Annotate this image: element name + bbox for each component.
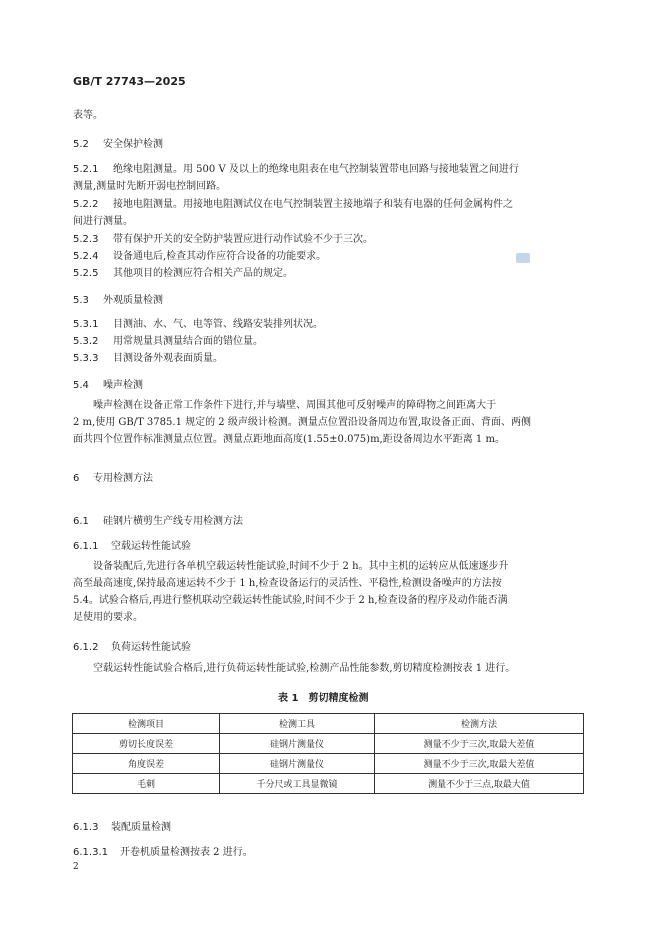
paragraph-line: 设备装配后,先进行各单机空载运转性能试验,时间不少于 2 h。其中主机的运转应从低速逐步升 xyxy=(93,561,509,572)
table-cell: 硅钢片测量仪 xyxy=(220,754,375,774)
table-cell: 测量不少于三次,取最大差值 xyxy=(375,734,584,754)
paragraph-line: 2 m,使用 GB/T 3785.1 规定的 2 级声级计检测。测量点位置沿设备周边布置,取设备正面、背面、两侧 xyxy=(73,417,532,428)
table-cell: 测量不少于三点,取最大值 xyxy=(375,774,584,794)
section-6-1-heading xyxy=(73,512,243,527)
clause-number: 5.2.1 xyxy=(73,164,99,175)
section-number: 6.1.3 xyxy=(73,822,99,833)
table-cell: 千分尺或工具显微镜 xyxy=(220,774,375,794)
continued-text: 表等。 xyxy=(73,110,103,121)
table-row xyxy=(73,734,584,754)
paragraph-line: 高至最高速度,保持最高速运转不少于 1 h,检查设备运行的灵活性、平稳性,检测设备噪声的方法按 xyxy=(73,578,502,589)
chapter-6-heading xyxy=(73,469,153,484)
load-paragraph xyxy=(73,660,585,677)
clause-text: 接地电阻测量。用接地电阻测试仪在电气控制装置主接地端子和装有电器的任何金属构件之 xyxy=(113,199,513,210)
clause-number: 6.1.3.1 xyxy=(73,847,108,858)
clause-number: 5.2.2 xyxy=(73,199,99,210)
section-title: 装配质量检测 xyxy=(111,822,171,833)
clause-5-3-1 xyxy=(73,315,323,330)
clause-text: 目测设备外观表面质量。 xyxy=(113,353,223,364)
shear-accuracy-table xyxy=(72,713,584,794)
paragraph-line: 噪声检测在设备正常工作条件下进行,并与墙壁、周围其他可反射噪声的障碍物之间距离大于 xyxy=(93,400,497,411)
clause-text: 其他项目的检测应符合相关产品的规定。 xyxy=(113,268,293,279)
section-5-4-heading xyxy=(73,376,143,391)
chapter-number: 6 xyxy=(73,473,80,484)
section-number: 5.3 xyxy=(73,295,89,306)
table-cell: 角度误差 xyxy=(73,754,220,774)
section-title: 噪声检测 xyxy=(103,380,143,391)
section-title: 负荷运转性能试验 xyxy=(111,642,191,653)
clause-5-2-2 xyxy=(73,195,513,210)
section-6-1-1-heading xyxy=(73,537,191,552)
clause-number: 5.2.3 xyxy=(73,234,99,245)
section-number: 6.1.1 xyxy=(73,541,99,552)
clause-text: 带有保护开关的安全防护装置应进行动作试验不少于三次。 xyxy=(113,234,373,245)
paragraph-line: 面共四个位置作标准测量点位置。测量点距地面高度(1.55±0.075)m,距设备周边水平距离 1 m。 xyxy=(73,434,505,445)
paragraph-line: 足使用的要求。 xyxy=(73,612,143,623)
section-title: 空载运转性能试验 xyxy=(111,541,191,552)
clause-5-3-2 xyxy=(73,332,263,347)
table-header-cell: 检测项目 xyxy=(73,714,220,734)
noise-paragraph xyxy=(73,397,585,448)
section-5-3-heading xyxy=(73,291,163,306)
clause-number: 5.3.1 xyxy=(73,319,99,330)
section-title: 外观质量检测 xyxy=(103,295,163,306)
clause-5-2-5 xyxy=(73,264,293,279)
table-cell: 毛刺 xyxy=(73,774,220,794)
clause-text: 目测油、水、气、电等管、线路安装排列状况。 xyxy=(113,319,323,330)
page-number: 2 xyxy=(73,862,79,872)
table-1-caption: 表 1 剪切精度检测 xyxy=(278,693,369,704)
watermark-stamp-icon xyxy=(516,253,530,263)
no-load-paragraph xyxy=(73,558,585,626)
clause-number: 5.3.2 xyxy=(73,336,99,347)
section-title: 安全保护检测 xyxy=(103,139,163,150)
section-number: 6.1 xyxy=(73,516,89,527)
chapter-title: 专用检测方法 xyxy=(93,473,153,484)
clause-5-3-3 xyxy=(73,349,223,364)
section-number: 6.1.2 xyxy=(73,642,99,653)
section-number: 5.2 xyxy=(73,139,89,150)
table-header-row xyxy=(73,714,584,734)
clause-text: 设备通电后,检查其动作应符合设备的功能要求。 xyxy=(113,251,327,262)
table-row xyxy=(73,754,584,774)
clause-6-1-3-1 xyxy=(73,843,253,858)
table-row xyxy=(73,774,584,794)
table-header-cell: 检测工具 xyxy=(220,714,375,734)
clause-text: 用常规量具测量结合面的错位量。 xyxy=(113,336,263,347)
clause-number: 5.3.3 xyxy=(73,353,99,364)
section-number: 5.4 xyxy=(73,380,89,391)
clause-5-2-1-cont: 测量,测量时先断开弱电控制回路。 xyxy=(73,181,227,192)
paragraph-line: 空载运转性能试验合格后,进行负荷运转性能试验,检测产品性能参数,剪切精度检测按表 1 进行。 xyxy=(93,663,516,674)
table-cell: 硅钢片测量仪 xyxy=(220,734,375,754)
paragraph-line: 5.4。试验合格后,再进行整机联动空载运转性能试验,时间不少于 2 h,检查设备的程序及动作能否满 xyxy=(73,595,508,606)
standard-number: GB/T 27743—2025 xyxy=(73,75,186,88)
table-header-cell: 检测方法 xyxy=(375,714,584,734)
table-cell: 测量不少于三次,取最大差值 xyxy=(375,754,584,774)
section-5-2-heading xyxy=(73,135,163,150)
section-title: 硅钢片横剪生产线专用检测方法 xyxy=(103,516,243,527)
section-6-1-3-heading xyxy=(73,818,171,833)
clause-5-2-1 xyxy=(73,160,519,175)
clause-number: 5.2.4 xyxy=(73,251,99,262)
clause-5-2-4 xyxy=(73,247,326,262)
section-6-1-2-heading xyxy=(73,638,191,653)
clause-5-2-3 xyxy=(73,230,373,245)
clause-5-2-2-cont: 间进行测量。 xyxy=(73,216,133,227)
clause-text: 绝缘电阻测量。用 500 V 及以上的绝缘电阻表在电气控制装置带电回路与接地装置之间进行 xyxy=(113,164,519,175)
table-cell: 剪切长度误差 xyxy=(73,734,220,754)
clause-text: 开卷机质量检测按表 2 进行。 xyxy=(120,847,253,858)
clause-number: 5.2.5 xyxy=(73,268,99,279)
